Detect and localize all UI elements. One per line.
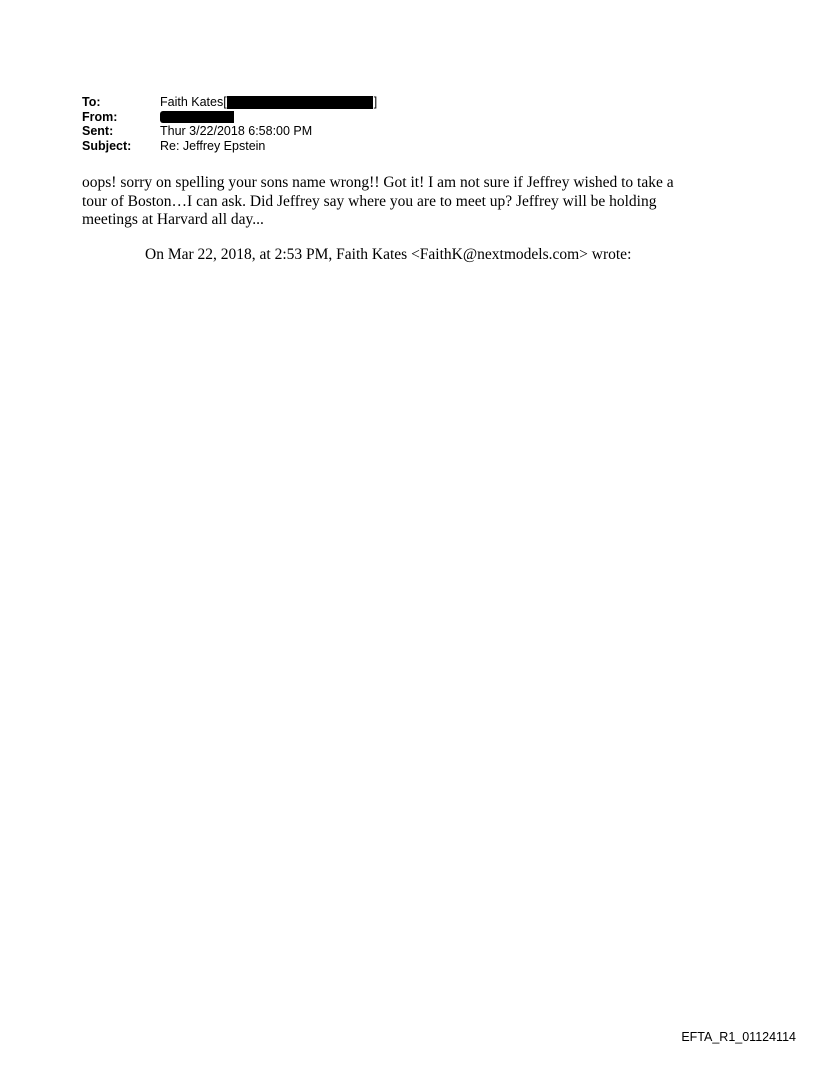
document-id: EFTA_R1_01124114 [681,1030,796,1044]
to-value [160,95,377,110]
from-row [82,110,377,125]
quoted-message-attribution: On Mar 22, 2018, at 2:53 PM, Faith Kates <FaithK@nextmodels.com> wrote: [145,246,632,263]
sent-value: Thur 3/22/2018 6:58:00 PM [160,124,313,138]
redaction-box [160,111,234,123]
sent-label: Sent: [82,124,114,138]
subject-value: Re: Jeffrey Epstein [160,138,266,153]
from-value [160,111,234,123]
to-row [82,95,377,110]
to-close-bracket: ] [373,95,378,109]
from-label: From: [82,109,118,124]
to-label: To: [82,95,101,109]
subject-row [82,139,377,154]
body-line: oops! sorry on spelling your sons name wrong!! Got it! I am not sure if Jeffrey wished to take a [82,174,674,191]
subject-label: Subject: [82,138,132,153]
sent-row [82,124,377,139]
email-body [82,174,732,230]
email-header [82,95,377,153]
body-line: meetings at Harvard all day... [82,211,264,228]
redaction-box [227,96,373,109]
to-name: Faith Kates[ [160,95,227,109]
body-line: tour of Boston…I can ask. Did Jeffrey say where you are to meet up? Jeffrey will be holding [82,192,657,210]
